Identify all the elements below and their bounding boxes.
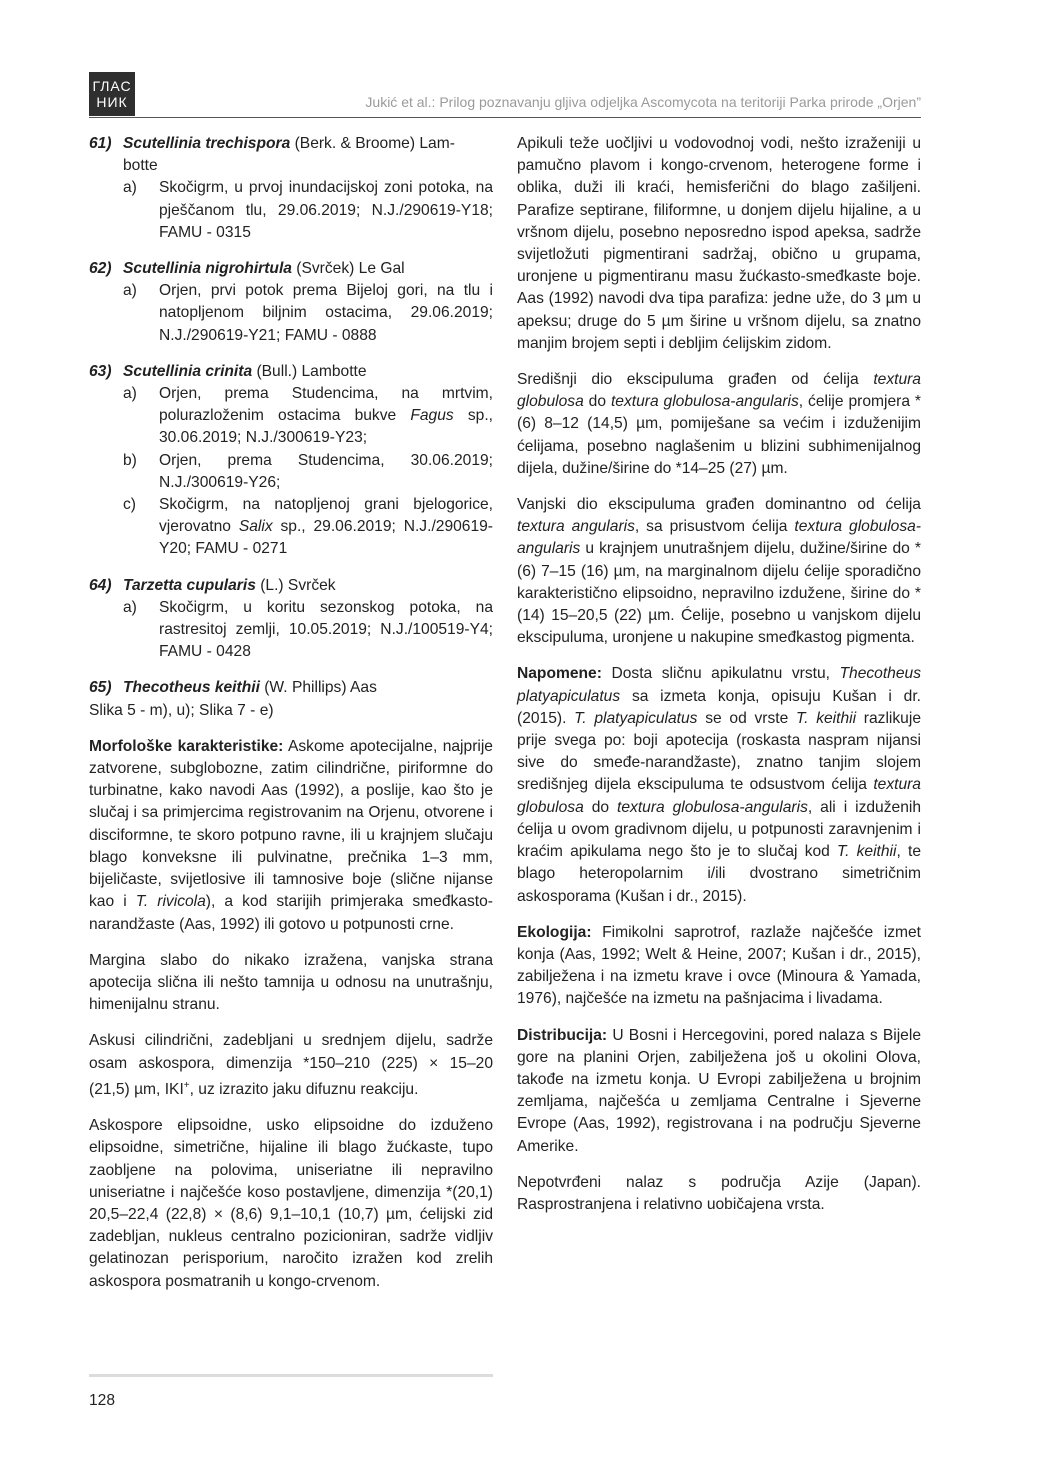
record-text: Skočigrm, u koritu sezonskog potoka, na rastresitoj zemlji, 10.05.2019; N.J./100519-Y4; FAMU - 0428 — [159, 598, 493, 661]
paragraph-asci: Askusi cilindrični, zadebljani u srednjem dijelu, sadrže osam askospora, dimenzija *150–210 (225) × 15–20 (21,5) µm, IKI+, uz izrazito jaku difuznu reakciju. — [89, 1032, 493, 1098]
species-name: Tarzetta cupularis — [123, 576, 256, 594]
logo-text-top: ГЛАС — [92, 78, 132, 94]
paragraph-central-excipulum: Središnji dio ekscipuluma građen od ćelija textura globulosa do textura globulosa-angularis, ćelije promjera *(6) 8–12 (14,5) µm, pomiješane sa većim i izduženijim ćelijama, posebno naglašenim u blizini subhimenijalnog dijela, dužine/širine do *14–25 (27) µm. — [517, 371, 921, 477]
species-name: Scutellinia crinita — [123, 362, 253, 380]
paragraph-label: Distribucija: — [517, 1026, 608, 1044]
species-name: Scutellinia nigrohirtula — [123, 260, 292, 278]
paragraph-unconfirmed: Nepotvrđeni nalaz s područja Azije (Japan). Rasprostranjena i relativno uobičajena vrsta. — [517, 1173, 921, 1213]
paragraph-label: Morfološke karakteristike: — [89, 737, 284, 755]
species-entry-61 — [89, 133, 493, 244]
record-letter: c) — [123, 496, 136, 514]
paragraph-ecology: Ekologija: Fimikolni saprotrof, razlaže najčešće izmet konja (Aas, 1992; Welt & Heine, 2007; Kušan i dr., 2015), zabilježena i na izmetu krave i ovce (Minoura & Yamada, 1976), najčešće na izmetu na pašnjacima i livadama. — [517, 923, 921, 1008]
record-letter: a) — [123, 179, 137, 197]
species-author: (L.) Svrček — [255, 576, 336, 594]
record-item — [123, 450, 493, 494]
record-letter: a) — [123, 598, 137, 616]
paragraph-margin: Margina slabo do nikako izražena, vanjska strana apotecija slična ili nešto tamnija u odnosu na unutrašnju, himenijalnu stranu. — [89, 951, 493, 1014]
genus-name: Fagus — [410, 407, 454, 425]
logo-text-bottom: НИК — [96, 94, 128, 110]
entry-title — [89, 361, 493, 383]
header-rule — [89, 117, 921, 118]
paragraph-morphology: Morfološke karakteristike: Askome apotecijalne, najprije zatvorene, subglobozne, zatim cilindrične, piriformne do turbinatne, kako navodi Aas (1992), a poslije, kao što je slučaj i sa primjercima registrovanim na Orjenu, otvorene i disciformne, te skoro potpuno ravne, ili u krajnjem slučaju blago konveksne ili pulvinatne, prečnika 1–3 mm, bijeličaste, svijetlosive ili tamnosive boje (slične nijanse kao i T. rivicola), a kod starijih primjeraka smeđkasto-narandžaste (Aas, 1992) ili gotovo u potpunosti crne. — [89, 737, 493, 933]
record-item — [123, 177, 493, 244]
record-text: Skočigrm, na natopljenoj grani bjelogorice, vjerovatno Salix sp., 29.06.2019; N.J./290619-Y20; FAMU - 0271 — [159, 496, 493, 558]
running-title: Jukić et al.: Prilog poznavanju gljiva odjeljka Ascomycota na teritoriji Parka prirode „Orjen” — [365, 94, 921, 110]
paragraph-ascospores: Askospore elipsoidne, usko elipsoidne do izduženo elipsoidne, simetrične, hijaline ili blago žućkaste, tupo zaobljene na polovima, uniseriatne ili nepravilno uniseriatne i najčešće koso postavljene, dimenzija *(20,1) 20,5–22,4 (22,8) × (8,6) 9,1–10,1 (10,7) µm, ćelijski zid zadebljan, nukleus centralno pozicioniran, sadrže vidljiv gelatinozan perisporium, naročito izražen kod zrelih askospora posmatranih u kongo-crvenom. — [89, 1117, 493, 1290]
paragraph-label: Ekologija: — [517, 923, 592, 941]
species-author: (Bull.) Lambotte — [252, 362, 367, 380]
species-entry-63 — [89, 361, 493, 561]
figure-references: Slika 5 - m), u); Slika 7 - e) — [89, 701, 274, 719]
record-letter: a) — [123, 282, 137, 300]
entry-title — [89, 575, 493, 597]
entry-number: 61) — [89, 135, 112, 152]
record-item — [123, 383, 493, 450]
record-text: Orjen, prvi potok prema Bijeloj gori, na tlu i natopljenom biljnim ostacima, 29.06.2019; N.J./290619-Y21; FAMU - 0888 — [159, 282, 493, 344]
record-letter: a) — [123, 385, 137, 403]
species-name: Thecotheus keithii — [123, 679, 260, 697]
species-author: (W. Phillips) Aas — [259, 679, 377, 697]
species-entry-64 — [89, 575, 493, 664]
record-text: Skočigrm, u prvoj inundacijskoj zoni potoka, na pješčanom tlu, 29.06.2019; N.J./290619-Y18; FAMU - 0315 — [159, 179, 493, 241]
entry-number: 62) — [89, 260, 112, 278]
species-entry-62 — [89, 258, 493, 347]
entry-title — [89, 133, 493, 155]
paragraph-notes: Napomene: Dosta sličnu apikulatnu vrstu, Thecotheus platyapiculatus sa izmeta konja, opisuju Kušan i dr. (2015). T. platyapiculatus se od vrste T. keithii razlikuje prije svega po: boji apotecija (roskasta naspram nijansi sive do smeđe-narandžaste), znatno tanjim slojem središnjeg dijela ekscipuluma te odsustvom ćelija textura globulosa do textura globulosa-angularis, ali i izduženih ćelija u ovom gradivnom dijelu, u potpunosti zaravnjenim i kraćim apikulama nego što je to slučaj kod T. keithii, te blago heteropolarnim i/ili dvostrano simetričnim askosporama (Kušan i dr., 2015). — [517, 665, 921, 905]
record-item — [123, 597, 493, 664]
paragraph-label: Napomene: — [517, 665, 602, 683]
entry-number: 65) — [89, 679, 112, 697]
left-column — [89, 133, 493, 1307]
journal-logo — [89, 72, 135, 116]
record-text: Orjen, prema Studencima, na mrtvim, polurazloženim ostacima bukve Fagus sp., 30.06.2019; N.J./300619-Y23; — [159, 385, 493, 447]
entry-title — [89, 258, 493, 280]
species-author-continued: botte — [123, 157, 158, 175]
page-number: 128 — [89, 1392, 116, 1409]
record-item — [123, 494, 493, 561]
right-column — [517, 133, 921, 1230]
entry-title — [89, 677, 493, 699]
entry-number: 63) — [89, 362, 112, 380]
record-text: Orjen, prema Studencima, 30.06.2019; N.J./300619-Y26; — [159, 451, 493, 491]
species-author: (Svrček) Le Gal — [291, 260, 405, 278]
species-author: (Berk. & Broome) Lam- — [290, 135, 455, 152]
species-name: Scutellinia trechispora — [123, 135, 291, 152]
record-letter: b) — [123, 451, 137, 469]
entry-number: 64) — [89, 576, 112, 594]
paragraph-outer-excipulum: Vanjski dio ekscipuluma građen dominantno od ćelija textura angularis, sa prisustvom ćelija textura globulosa-angularis u krajnjem unutrašnjem dijelu, dužine/širine do *(6) 7–15 (16) µm, na marginalnom dijelu ćelije sporadično karakteristično elipsoidno, nepravilno izdužene, širine do *(14) 15–20,5 (22) µm. Ćelije, posebno u vanjskom dijelu ekscipuluma, uronjene u nakupine smeđkastog pigmenta. — [517, 496, 921, 647]
species-entry-65 — [89, 677, 493, 721]
genus-name: Salix — [238, 518, 273, 536]
paragraph-distribution: Distribucija: U Bosni i Hercegovini, pored nalaza s Bijele gore na planini Orjen, zabilježena još u okolini Olova, takođe na izmetu konja. U Evropi zabilježena u brojnim zemljama, najčešća u zemljama Centralne i Sjeverne Evrope (Aas, 1992), registrovana i na području Sjeverne Amerike. — [517, 1026, 921, 1155]
footer-rule — [89, 1374, 493, 1377]
record-item — [123, 280, 493, 347]
paragraph-apiculi: Apikuli teže uočljivi u vodovodnoj vodi, nešto izraženiji u pamučno plavom i kongo-crvenom, heterogene forme i oblika, duži ili kraći, hemisferični do blago zašiljeni. Parafize septirane, filiformne, u donjem dijelu hijaline, a u vršnom dijelu, posebno neposredno ispod apeksa, sadrže svijetložuti pigmentirani sadržaj, obično u grupama, uronjene u pigmentiranu masu žućkasto-smeđkaste boje. Aas (1992) navodi dva tipa parafiza: jedne uže, do 3 µm u apeksu; druge do 5 µm širine u vršnom dijelu, sa znatno manjim brojem septi i debljim ćelijskim zidom. — [517, 135, 921, 352]
